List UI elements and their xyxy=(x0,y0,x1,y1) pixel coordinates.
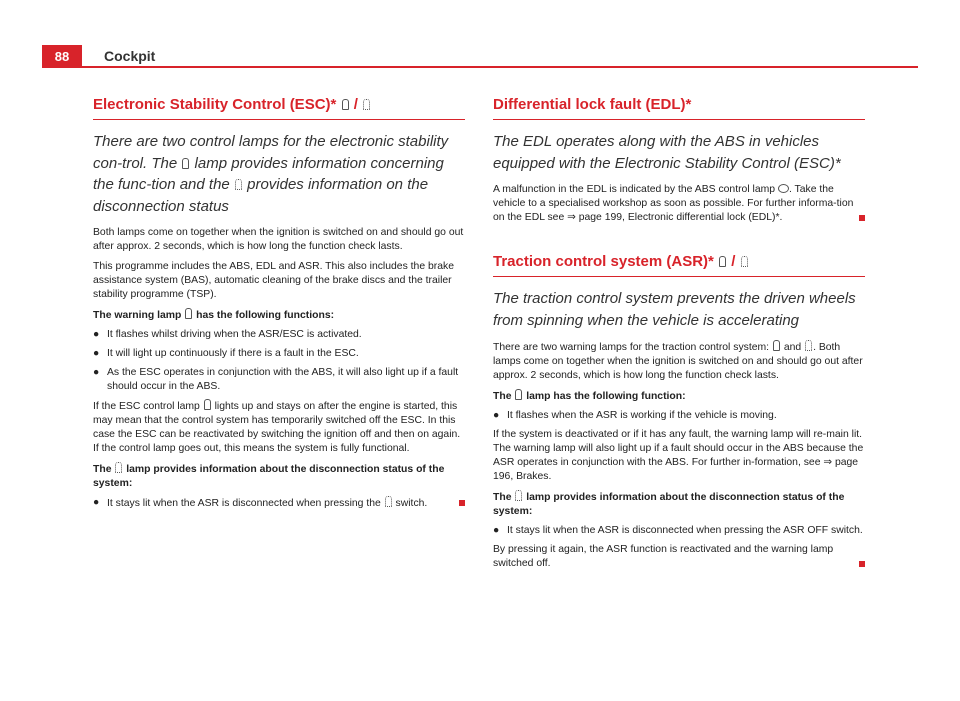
list-item xyxy=(493,409,865,423)
asr-lead-text: The traction control system prevents the driven wheels from spinning when the vehicle is accelerating xyxy=(493,290,856,329)
asr-paragraph-3 xyxy=(493,543,865,571)
esc-paragraph-1: Both lamps come on together when the ignition is switched on and should go out after approx. 2 seconds, which is how long the function check lasts. xyxy=(93,227,464,252)
asr-section-heading xyxy=(493,253,865,277)
p3-text-a: If the ESC control lamp xyxy=(93,401,203,412)
edl-paragraph xyxy=(493,183,865,225)
list-item-text: It flashes whilst driving when the ASR/ESC is activated. xyxy=(107,329,362,340)
list-item xyxy=(93,496,465,511)
esc-warning-lamp-label xyxy=(93,308,465,323)
esc-warning-lamp-icon xyxy=(185,308,192,319)
asr-paragraph-2: If the system is deactivated or if it has any fault, the warning lamp will re-main lit. The warning lamp will also light up if a fault should occur in the ABS because the ASR operates in conjunction with the ABS. For further in-formation, see ⇒ page 196, Brakes. xyxy=(493,429,864,482)
heading-separator: / xyxy=(349,96,363,113)
list-item xyxy=(93,366,465,394)
esc-off-lamp-icon xyxy=(115,462,122,473)
last-bullet-a: It stays lit when the ASR is disconnected when pressing the xyxy=(107,498,384,509)
esc-off-lamp-icon xyxy=(515,490,522,501)
esc-off-lamp-icon xyxy=(363,99,370,110)
header-rule xyxy=(42,66,918,68)
esc-warning-lamp-icon xyxy=(515,389,522,400)
section-end-mark xyxy=(859,215,865,221)
bullet-icon: ● xyxy=(93,497,100,508)
esc-warning-lamp-icon xyxy=(342,99,349,110)
asr-warning-lamp-label xyxy=(493,389,865,404)
esc-off-lamp-icon xyxy=(235,179,242,190)
asr-heading-text: Traction control system (ASR)* xyxy=(493,253,719,270)
asr-p1-a: There are two warning lamps for the traction control system: xyxy=(493,342,772,353)
bullet-icon: ● xyxy=(493,525,500,536)
asr-warn-a: The xyxy=(493,391,515,402)
page-number: 88 xyxy=(42,45,82,68)
edl-section-heading: Differential lock fault (EDL)* xyxy=(493,96,865,120)
esc-warning-lamp-icon xyxy=(719,256,726,267)
list-item-text: It will light up continuously if there is a fault in the ESC. xyxy=(107,348,359,359)
bullet-icon: ● xyxy=(493,410,500,421)
lamp-info-b: lamp provides information about the disconnection status of the system: xyxy=(93,464,445,489)
warn-text-b: has the following functions: xyxy=(193,310,335,321)
asr-off-lamp-label xyxy=(493,490,865,519)
edl-text-b: . Take the vehicle to a specialised workshop as soon as possible. For further informa-tion on the EDL see ⇒ page 199, Electronic differential lock (EDL)*. xyxy=(493,184,854,223)
esc-warning-lamp-icon xyxy=(773,340,780,351)
left-column xyxy=(93,96,465,516)
list-item-text: It stays lit when the ASR is disconnected when pressing the ASR OFF switch. xyxy=(507,525,863,536)
lead-text-a: There are two control lamps for the electronic stability con-trol. The xyxy=(93,133,449,172)
lamp-info-a: The xyxy=(93,464,115,475)
edl-lead-text: The EDL operates along with the ABS in vehicles equipped with the Electronic Stability Control (ESC)* xyxy=(493,133,841,172)
list-item xyxy=(93,347,465,361)
esc-off-lamp-label xyxy=(93,462,465,491)
section-spacer xyxy=(493,231,865,253)
esc-section-heading xyxy=(93,96,465,120)
asr-p1-c: . Both lamps come on together when the ignition is switched on and should go out after approx. 2 seconds, which is how long the function check lasts. xyxy=(493,342,863,381)
section-end-mark xyxy=(859,561,865,567)
abs-control-lamp-icon xyxy=(778,184,789,193)
p3-text-b: lights up and stays on after the engine is started, this may mean that the control system has temporarily switched off the ESC. In this case the ESC can be reactivated by switching the ignition off and then on again. If the control lamp goes out, this means the system is fully functional. xyxy=(93,401,461,454)
esc-off-lamp-icon xyxy=(385,496,392,507)
esc-off-lamp-icon xyxy=(741,256,748,267)
list-item-text: It flashes when the ASR is working if the vehicle is moving. xyxy=(507,410,777,421)
lead-text-c: provides information on the disconnection status xyxy=(93,176,429,215)
asr-info-b: lamp provides information about the disconnection status of the system: xyxy=(493,492,845,517)
chapter-title: Cockpit xyxy=(104,48,156,64)
last-bullet-b: switch. xyxy=(392,498,428,509)
asr-paragraph-1 xyxy=(493,340,865,383)
esc-lead-text xyxy=(93,131,465,217)
esc-heading-text: Electronic Stability Control (ESC)* xyxy=(93,96,341,113)
bullet-icon: ● xyxy=(93,348,100,359)
bullet-icon: ● xyxy=(93,329,100,340)
asr-info-a: The xyxy=(493,492,515,503)
warn-text-a: The warning lamp xyxy=(93,310,185,321)
list-item-text: As the ESC operates in conjunction with the ABS, it will also light up if a fault should occur in the ABS. xyxy=(107,367,459,392)
bullet-icon: ● xyxy=(93,367,100,378)
esc-paragraph-3 xyxy=(93,399,465,456)
section-end-mark xyxy=(459,500,465,506)
list-item xyxy=(493,524,865,538)
list-item-text xyxy=(107,496,465,511)
esc-warning-lamp-icon xyxy=(204,399,211,410)
asr-warn-b: lamp has the following function: xyxy=(523,391,686,402)
edl-text-a: A malfunction in the EDL is indicated by the ABS control lamp xyxy=(493,184,778,195)
list-item xyxy=(93,328,465,342)
esc-paragraph-2: This programme includes the ABS, EDL and ASR. This also includes the brake assistance system (BAS), automatic cleaning of the brake discs and the trailer stability programme (TSP). xyxy=(93,261,454,300)
right-column xyxy=(493,96,865,577)
heading-separator: / xyxy=(727,253,740,270)
esc-warning-lamp-icon xyxy=(182,158,189,169)
asr-p3-text: By pressing it again, the ASR function is reactivated and the warning lamp switched off. xyxy=(493,544,834,569)
asr-p1-b: and xyxy=(780,342,805,353)
lead-text-b: lamp provides information concerning the func-tion and the xyxy=(93,154,444,193)
esc-off-lamp-icon xyxy=(805,340,812,351)
